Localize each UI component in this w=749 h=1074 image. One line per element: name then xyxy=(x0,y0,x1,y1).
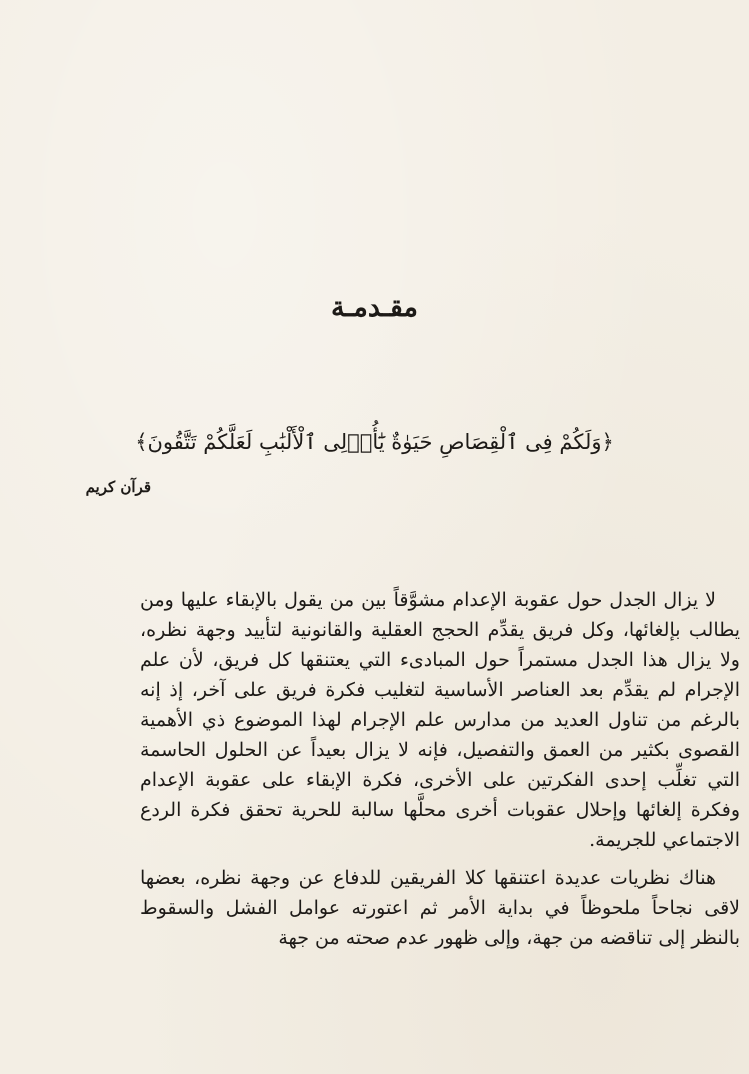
chapter-title-text: مقـدمـة xyxy=(330,292,419,323)
quran-verse: ﴿وَلَكُمْ فِى ٱلْقِصَاصِ حَيَوٰةٌ يَٰٓأُو۟لِى ٱلْأَلْبَٰبِ لَعَلَّكُمْ تَتَّقُونَ﴾ xyxy=(135,430,614,454)
chapter-title xyxy=(0,292,749,323)
body-text xyxy=(140,585,740,953)
paragraph-1: لا يزال الجدل حول عقوبة الإعدام مشوَّقاً بين من يقول بالإبقاء عليها ومن يطالب بإلغائها، وكل فريق يقدِّم الحجج العقلية والقانونية لتأييد وجهة نظره، ولا يزال هذا الجدل مستمراً حول المبادىء التي يعتنقها كل فريق، لأن علم الإجرام لم يقدِّم بعد العناصر الأساسية لتغليب فكرة فريق على آخر، إذ إنه بالرغم من تناول العديد من مدارس علم الإجرام لهذا الموضوع ذي الأهمية القصوى بكثير من العمق والتفصيل، فإنه لا يزال بعيداً عن الحلول الحاسمة التي تغلِّب إحدى الفكرتين على الأخرى، فكرة الإبقاء على عقوبة الإعدام وفكرة إلغائها وإحلال عقوبات أخرى محلَّها سالبة للحرية تحقق فكرة الردع الاجتماعي للجريمة. xyxy=(140,589,740,851)
verse-source: قرآن كريم xyxy=(85,478,151,496)
paragraph-2: هناك نظريات عديدة اعتنقها كلا الفريقين للدفاع عن وجهة نظره، بعضها لاقى نجاحاً ملحوظاً في بداية الأمر ثم اعتورته عوامل الفشل والسقوط بالنظر إلى تناقضه من جهة، وإلى ظهور عدم صحته من جهة xyxy=(140,867,740,949)
